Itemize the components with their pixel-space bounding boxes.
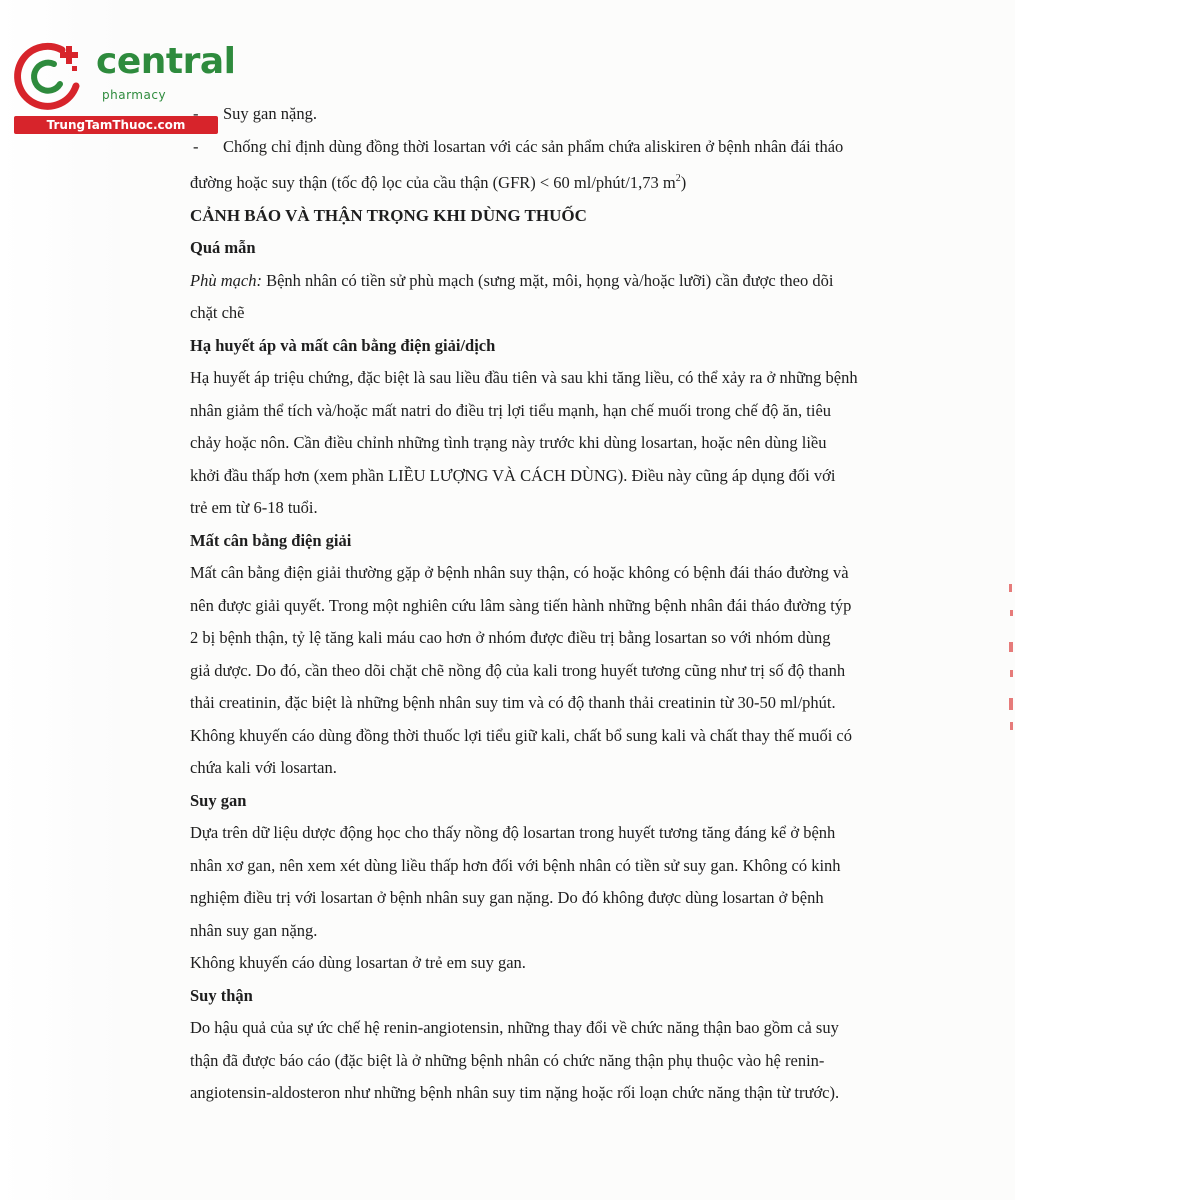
paragraph-line: Không khuyến cáo dùng losartan ở trẻ em suy gan.	[190, 953, 526, 972]
logo-sub-text: pharmacy	[102, 88, 167, 102]
document-body	[190, 98, 938, 1110]
paragraph-line: trẻ em từ 6-18 tuổi.	[190, 498, 318, 517]
paragraph-line: Hạ huyết áp triệu chứng, đặc biệt là sau liều đầu tiên và sau khi tăng liều, có thể xảy ra ở những bệnh	[190, 368, 858, 387]
red-stamp-marks	[1004, 580, 1018, 740]
paragraph-line: chảy hoặc nôn. Cần điều chỉnh những tình trạng này trước khi dùng losartan, hoặc nên dùng liều	[190, 433, 827, 452]
paragraph-line: Dựa trên dữ liệu dược động học cho thấy nồng độ losartan trong huyết tương tăng đáng kể ở bệnh	[190, 823, 836, 842]
paragraph-line: thải creatinin, đặc biệt là những bệnh nhân suy tim và có độ thanh thải creatinin từ 30-50 ml/phút.	[190, 693, 836, 712]
bullet-continuation	[190, 163, 938, 200]
paragraph-line: 2 bị bệnh thận, tỷ lệ tăng kali máu cao hơn ở nhóm được điều trị bằng losartan so với nhóm dùng	[190, 628, 831, 647]
paragraph-line: chặt chẽ	[190, 303, 245, 322]
phu-mach-label: Phù mạch:	[190, 270, 262, 290]
paragraph-line: thận đã được báo cáo (đặc biệt là ở những bệnh nhân có chức năng thận phụ thuộc vào hệ renin-	[190, 1050, 825, 1070]
section-heading-qua-man: Quá mẫn	[190, 238, 256, 257]
paragraph-line	[190, 265, 938, 298]
main-heading: CẢNH BÁO VÀ THẬN TRỌNG KHI DÙNG THUỐC	[190, 205, 587, 225]
paragraph-line: giả dược. Do đó, cần theo dõi chặt chẽ nồng độ của kali trong huyết tương cũng như trị số độ thanh	[190, 660, 846, 680]
paragraph-line: nhân giảm thể tích và/hoặc mất natri do điều trị lợi tiểu mạnh, hạn chế muối trong chế độ ăn, tiêu	[190, 400, 832, 420]
page-right-margin	[1015, 0, 1200, 1200]
logo-brand-text: central	[96, 41, 236, 82]
paragraph-line: Không khuyến cáo dùng đồng thời thuốc lợi tiểu giữ kali, chất bổ sung kali và chất thay thế muối có	[190, 725, 852, 745]
bullet-continuation-text: đường hoặc suy thận (tốc độ lọc của cầu thận (GFR) < 60 ml/phút/1,73 m	[190, 173, 676, 192]
central-pharmacy-logo	[10, 36, 236, 136]
paragraph-line: khởi đầu thấp hơn (xem phần LIỀU LƯỢNG VÀ CÁCH DÙNG). Điều này cũng áp dụng đối với	[190, 465, 836, 485]
paragraph-line: Mất cân bằng điện giải thường gặp ở bệnh nhân suy thận, có hoặc không có bệnh đái tháo đường và	[190, 563, 849, 582]
paragraph-line: Do hậu quả của sự ức chế hệ renin-angiotensin, những thay đổi về chức năng thận bao gồm cả suy	[190, 1018, 839, 1037]
pharmacy-logo-icon	[10, 36, 90, 116]
paragraph-line: nghiệm điều trị với losartan ở bệnh nhân suy gan nặng. Do đó không được dùng losartan ở bệnh	[190, 888, 824, 907]
paragraph-text: Bệnh nhân có tiền sử phù mạch (sưng mặt, môi, họng và/hoặc lưỡi) cần được theo dõi	[266, 270, 834, 290]
section-heading-suy-than: Suy thận	[190, 985, 253, 1005]
paragraph-line: nên được giải quyết. Trong một nghiên cứu lâm sàng tiến hành những bệnh nhân đái tháo đường týp	[190, 595, 852, 615]
bullet-text: Suy gan nặng.	[223, 104, 317, 123]
bullet-continuation-end: )	[680, 173, 687, 192]
section-heading-mat-can-bang: Mất cân bằng điện giải	[190, 530, 352, 550]
paragraph-line: nhân suy gan nặng.	[190, 920, 318, 940]
paragraph-line: nhân xơ gan, nên xem xét dùng liều thấp hơn đối với bệnh nhân có tiền sử suy gan. Không có kinh	[190, 855, 841, 875]
paragraph-line: chứa kali với losartan.	[190, 758, 337, 777]
bullet-dash: -	[193, 136, 199, 156]
bullet-text: Chống chỉ định dùng đồng thời losartan với các sản phẩm chứa aliskiren ở bệnh nhân đái tháo	[223, 136, 844, 156]
bullet-dash: -	[193, 104, 199, 123]
bullet-item	[190, 131, 938, 164]
section-heading-ha-huyet-ap: Hạ huyết áp và mất cân bằng điện giải/dịch	[190, 335, 496, 355]
logo-site-banner: TrungTamThuoc.com	[14, 116, 218, 134]
superscript: 2	[675, 173, 681, 184]
page-left-margin	[0, 0, 120, 1200]
paragraph-line: angiotensin-aldosteron như những bệnh nhân suy tim nặng hoặc rối loạn chức năng thận từ trước).	[190, 1083, 840, 1102]
section-heading-suy-gan: Suy gan	[190, 790, 247, 810]
bullet-item	[190, 98, 938, 131]
